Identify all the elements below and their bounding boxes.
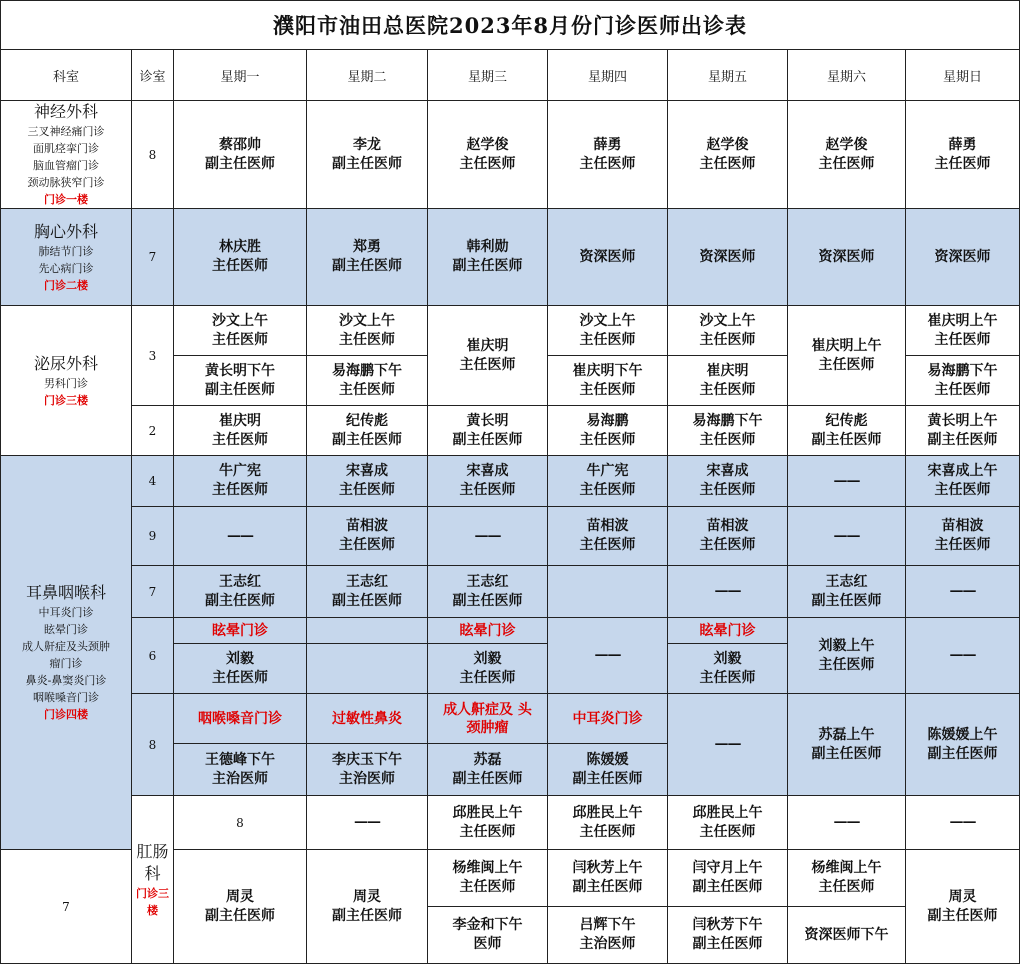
- doctor-cell: 苗相波 主任医师: [307, 507, 428, 566]
- header-tuesday: 星期二: [307, 50, 428, 101]
- dept-anorectal: [132, 796, 174, 964]
- dept-location: 门诊四楼: [44, 708, 88, 721]
- empty-slot: ——: [668, 694, 788, 796]
- doctor-cell: 周灵 副主任医师: [906, 850, 1020, 964]
- dept-cardiothoracic: [1, 209, 132, 306]
- dept-sub: 咽喉嗓音门诊: [33, 691, 99, 704]
- dept-sub: 眩晕门诊: [44, 623, 88, 636]
- header-dept: 科室: [1, 50, 132, 101]
- dept-name: 耳鼻咽喉科: [25, 583, 106, 602]
- doctor-cell: 吕辉下午 主治医师: [548, 907, 668, 964]
- doctor-cell: 周灵 副主任医师: [174, 850, 307, 964]
- neuro-row: [1, 101, 1020, 209]
- doctor-cell: 闫秋芳下午 副主任医师: [668, 907, 788, 964]
- dept-sub: 中耳炎门诊: [38, 606, 94, 619]
- doctor-cell: 周灵 副主任医师: [307, 850, 428, 964]
- empty-slot: ——: [307, 796, 428, 850]
- room-number: 6: [132, 618, 174, 694]
- doctor-cell: 王志红 副主任医师: [174, 566, 307, 618]
- dept-sub: 肺结节门诊: [38, 244, 94, 258]
- doctor-cell: 资深医师: [906, 209, 1020, 306]
- empty-slot: ——: [906, 566, 1020, 618]
- doctor-cell: 李庆玉下午 主治医师: [307, 744, 428, 796]
- clinic-label: 眩晕门诊: [174, 618, 307, 644]
- doctor-cell: 苗相波 主任医师: [548, 507, 668, 566]
- header-room: 诊室: [132, 50, 174, 101]
- dept-name: 胸心外科: [33, 221, 98, 241]
- room-number: 7: [1, 850, 132, 964]
- doctor-cell: 宋喜成 主任医师: [307, 456, 428, 507]
- anal-room8-row: [1, 796, 1020, 850]
- doctor-cell: 杨维闽上午 主任医师: [428, 850, 548, 907]
- doctor-cell: 黄长明下午 副主任医师: [174, 356, 307, 406]
- empty-slot: ——: [548, 618, 668, 694]
- doctor-cell: 邱胜民上午 主任医师: [548, 796, 668, 850]
- header-friday: 星期五: [668, 50, 788, 101]
- ent-room4-row: [1, 456, 1020, 507]
- empty-slot: ——: [906, 796, 1020, 850]
- dept-sub: 瘤门诊: [49, 657, 83, 670]
- doctor-cell: 赵学俊 主任医师: [428, 101, 548, 209]
- doctor-cell: 牛广宪 主任医师: [174, 456, 307, 507]
- doctor-cell: 易海鹏下午 主任医师: [668, 406, 788, 456]
- dept-urology: [1, 306, 132, 456]
- doctor-cell: 黄长明 副主任医师: [428, 406, 548, 456]
- room-number: 8: [174, 796, 307, 850]
- empty-slot: ——: [906, 618, 1020, 694]
- page-title: 濮阳市油田总医院2023年8月份门诊医师出诊表: [1, 1, 1020, 50]
- doctor-cell: 王志红 副主任医师: [307, 566, 428, 618]
- dept-sub: 成人鼾症及头颈肿: [22, 640, 110, 653]
- doctor-cell: 易海鹏 主任医师: [548, 406, 668, 456]
- room-number: 3: [132, 306, 174, 406]
- doctor-cell: 崔庆明 主任医师: [428, 306, 548, 406]
- uro-room3-am-row: [1, 306, 1020, 356]
- doctor-cell: 陈媛媛 副主任医师: [548, 744, 668, 796]
- doctor-cell: 崔庆明上午 主任医师: [788, 306, 906, 406]
- dept-name: 肛肠科: [136, 841, 169, 883]
- doctor-cell: 沙文上午 主任医师: [307, 306, 428, 356]
- dept-sub: 脑血管瘤门诊: [33, 159, 99, 172]
- room-number: 9: [132, 507, 174, 566]
- dept-sub: 鼻炎-鼻窦炎门诊: [25, 674, 107, 687]
- doctor-cell: 王德峰下午 主治医师: [174, 744, 307, 796]
- doctor-cell: 邱胜民上午 主任医师: [668, 796, 788, 850]
- dept-location: 门诊一楼: [44, 193, 88, 206]
- empty-slot: [307, 644, 428, 694]
- doctor-cell: 宋喜成 主任医师: [668, 456, 788, 507]
- doctor-cell: 李金和下午 医师: [428, 907, 548, 964]
- room-number: 4: [132, 456, 174, 507]
- doctor-cell: 资深医师: [788, 209, 906, 306]
- doctor-cell: 刘毅 主任医师: [668, 644, 788, 694]
- doctor-cell: 宋喜成 主任医师: [428, 456, 548, 507]
- header-saturday: 星期六: [788, 50, 906, 101]
- uro-room2-row: [1, 406, 1020, 456]
- ent-room7-row: [1, 566, 1020, 618]
- doctor-cell: 沙文上午 主任医师: [174, 306, 307, 356]
- doctor-cell: 易海鹏下午 主任医师: [307, 356, 428, 406]
- doctor-cell: 资深医师: [548, 209, 668, 306]
- room-number: 7: [132, 209, 174, 306]
- doctor-cell: 苏磊上午 副主任医师: [788, 694, 906, 796]
- doctor-cell: 崔庆明 主任医师: [668, 356, 788, 406]
- empty-slot: [548, 566, 668, 618]
- dept-sub: 颈动脉狭窄门诊: [27, 176, 105, 189]
- doctor-cell: 赵学俊 主任医师: [668, 101, 788, 209]
- doctor-cell: 杨维闽上午 主任医师: [788, 850, 906, 907]
- dept-ent: [1, 456, 132, 850]
- empty-slot: ——: [788, 507, 906, 566]
- doctor-cell: 崔庆明 主任医师: [174, 406, 307, 456]
- room-number: 8: [132, 694, 174, 796]
- doctor-cell: 易海鹏下午 主任医师: [906, 356, 1020, 406]
- room-number: 8: [132, 101, 174, 209]
- doctor-cell: 薛勇 主任医师: [548, 101, 668, 209]
- doctor-cell: 李龙 副主任医师: [307, 101, 428, 209]
- doctor-cell: 崔庆明下午 主任医师: [548, 356, 668, 406]
- doctor-cell: 刘毅上午 主任医师: [788, 618, 906, 694]
- clinic-label: 咽喉嗓音门诊: [174, 694, 307, 744]
- ent-room6-clinic-row: [1, 618, 1020, 644]
- doctor-cell: 纪传彪 副主任医师: [307, 406, 428, 456]
- doctor-cell: 王志红 副主任医师: [428, 566, 548, 618]
- empty-slot: ——: [788, 796, 906, 850]
- doctor-cell: 沙文上午 主任医师: [548, 306, 668, 356]
- dept-location: 门诊三楼: [136, 886, 169, 917]
- dept-sub: 面肌痉挛门诊: [33, 142, 99, 155]
- doctor-cell: 薛勇 主任医师: [906, 101, 1020, 209]
- clinic-label: 眩晕门诊: [428, 618, 548, 644]
- doctor-cell: 陈媛媛上午 副主任医师: [906, 694, 1020, 796]
- doctor-cell: 王志红 副主任医师: [788, 566, 906, 618]
- clinic-label: 成人鼾症及 头 颈肿瘤: [428, 694, 548, 744]
- empty-slot: ——: [788, 456, 906, 507]
- doctor-cell: 蔡邵帅 副主任医师: [174, 101, 307, 209]
- doctor-cell: 资深医师: [668, 209, 788, 306]
- empty-slot: ——: [668, 566, 788, 618]
- doctor-cell: 资深医师下午: [788, 907, 906, 964]
- doctor-cell: 赵学俊 主任医师: [788, 101, 906, 209]
- clinic-label: 眩晕门诊: [668, 618, 788, 644]
- header-row: [1, 50, 1020, 101]
- empty-slot: ——: [174, 507, 307, 566]
- doctor-cell: 闫秋芳上午 副主任医师: [548, 850, 668, 907]
- doctor-cell: 邱胜民上午 主任医师: [428, 796, 548, 850]
- doctor-cell: 纪传彪 副主任医师: [788, 406, 906, 456]
- dept-location: 门诊二楼: [44, 278, 88, 292]
- header-thursday: 星期四: [548, 50, 668, 101]
- doctor-cell: 苏磊 副主任医师: [428, 744, 548, 796]
- header-wednesday: 星期三: [428, 50, 548, 101]
- doctor-cell: 宋喜成上午 主任医师: [906, 456, 1020, 507]
- doctor-cell: 林庆胜 主任医师: [174, 209, 307, 306]
- doctor-cell: 苗相波 主任医师: [906, 507, 1020, 566]
- doctor-cell: 刘毅 主任医师: [174, 644, 307, 694]
- room-number: 2: [132, 406, 174, 456]
- doctor-cell: 苗相波 主任医师: [668, 507, 788, 566]
- dept-name: 神经外科: [33, 102, 98, 121]
- doctor-cell: 韩利勋 副主任医师: [428, 209, 548, 306]
- doctor-cell: 黄长明上午 副主任医师: [906, 406, 1020, 456]
- clinic-label: 过敏性鼻炎: [307, 694, 428, 744]
- doctor-cell: 崔庆明上午 主任医师: [906, 306, 1020, 356]
- empty-slot: [307, 618, 428, 644]
- chest-row: [1, 209, 1020, 306]
- dept-neurosurgery: [1, 101, 132, 209]
- room-number: 7: [132, 566, 174, 618]
- dept-sub: 先心病门诊: [38, 261, 94, 275]
- dept-name: 泌尿外科: [33, 353, 98, 373]
- doctor-cell: 闫守月上午 副主任医师: [668, 850, 788, 907]
- ent-room8-clinic-row: [1, 694, 1020, 744]
- ent-room9-row: [1, 507, 1020, 566]
- empty-slot: ——: [428, 507, 548, 566]
- header-monday: 星期一: [174, 50, 307, 101]
- doctor-cell: 牛广宪 主任医师: [548, 456, 668, 507]
- doctor-cell: 刘毅 主任医师: [428, 644, 548, 694]
- dept-sub: 三叉神经痛门诊: [27, 125, 105, 138]
- clinic-label: 中耳炎门诊: [548, 694, 668, 744]
- dept-sub: 男科门诊: [44, 376, 88, 390]
- dept-location: 门诊三楼: [44, 393, 88, 407]
- header-sunday: 星期日: [906, 50, 1020, 101]
- doctor-cell: 郑勇 副主任医师: [307, 209, 428, 306]
- doctor-cell: 沙文上午 主任医师: [668, 306, 788, 356]
